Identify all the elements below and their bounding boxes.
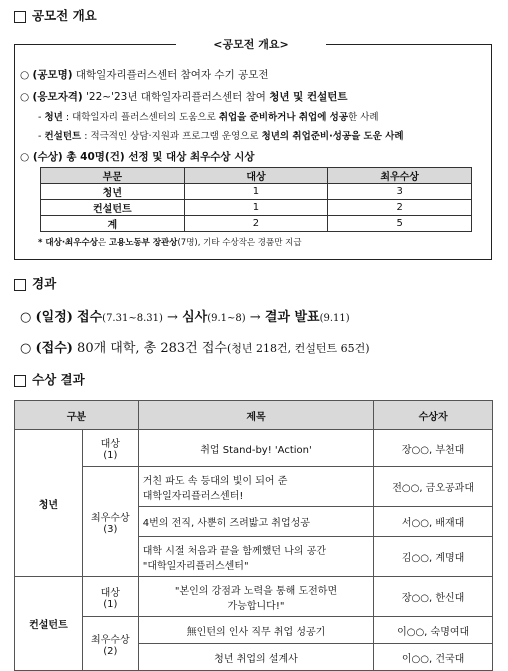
schedule-date: (7.31~8.31) — [102, 313, 163, 324]
contest-name-line — [20, 67, 268, 82]
youth-line — [38, 109, 379, 123]
winner-cell: 이○○, 건국대 — [374, 644, 493, 671]
table-cell: 2 — [328, 200, 472, 216]
checkbox-square-icon — [14, 375, 26, 387]
bullet-circle-icon: ○ — [20, 341, 32, 356]
award-cell — [82, 467, 138, 577]
youth-text-bold: 취업을 준비하거나 취업에 성공 — [218, 112, 349, 123]
dash-icon: - — [38, 112, 42, 123]
table-cell: 계 — [41, 216, 185, 232]
title-cell: 거친 파도 속 등대의 빛이 되어 준 대학일자리플러스센터! — [138, 467, 373, 507]
arrow-right-icon: → — [249, 310, 261, 325]
winner-cell: 김○○, 계명대 — [374, 537, 493, 577]
receipt-label: (접수) — [35, 341, 73, 356]
category-cell: 컨설턴트 — [15, 577, 83, 671]
youth-text-post: 한 사례 — [348, 112, 379, 123]
schedule-date: (9.11) — [319, 313, 350, 324]
section-heading-results — [14, 370, 85, 388]
cons-label: 컨설턴트 — [44, 131, 82, 142]
award-name: 최우수상 — [90, 634, 130, 646]
name-label: (공모명) — [32, 69, 73, 81]
schedule-step: 심사 — [182, 310, 208, 325]
table-cell: 5 — [328, 216, 472, 232]
winner-cell: 장○○, 한신대 — [374, 577, 493, 617]
table-cell: 컨설턴트 — [41, 200, 185, 216]
qual-text: '22~'23년 대학일자리플러스센터 참여 — [86, 91, 266, 103]
table-header: 수상자 — [374, 401, 493, 430]
award-name: 대상 — [100, 439, 120, 450]
schedule-label: (일정) — [35, 310, 73, 325]
award-count: (2) — [103, 645, 118, 657]
name-text: 대학일자리플러스센터 참여자 수기 공모전 — [75, 69, 269, 81]
box-title: <공모전 개요> — [176, 36, 326, 52]
table-row — [41, 216, 472, 232]
qual-text-bold: 청년 및 컨설턴트 — [269, 91, 348, 103]
table-row — [15, 467, 493, 507]
note-post: (7명), 기타 수상작은 경품만 지급 — [177, 238, 302, 248]
schedule-date: (9.1~8) — [207, 313, 246, 324]
table-row — [15, 617, 493, 644]
table-header: 제목 — [138, 401, 373, 430]
title-cell: 4번의 전직, 사뿐히 즈려밟고 취업성공 — [138, 507, 373, 537]
table-header: 대상 — [184, 168, 328, 184]
note-bold2: 고용노동부 장관상 — [108, 238, 178, 248]
consultant-line — [38, 128, 404, 142]
title-cell: 無인턴의 인사 직무 취업 성공기 — [138, 617, 373, 644]
title-cell: 청년 취업의 설계사 — [138, 644, 373, 671]
award-name: 대상 — [100, 587, 120, 599]
award-count: (1) — [103, 598, 118, 610]
award-count: (3) — [103, 523, 118, 535]
award-count: (1) — [103, 450, 118, 461]
dash-icon: - — [38, 131, 42, 142]
table-cell: 1 — [184, 184, 328, 200]
title-cell: 취업 Stand-by! 'Action' — [138, 430, 373, 467]
award-name: 최우수상 — [90, 512, 130, 524]
title-cell: "본인의 강점과 노력을 통해 도전하면 가능합니다!" — [138, 577, 373, 617]
award-note — [38, 236, 302, 248]
receipt-detail: (청년 218건, 컨설턴트 65건) — [226, 342, 370, 355]
award-cell — [82, 430, 138, 467]
qual-label: (응모자격) — [32, 91, 83, 103]
award-text: (수상) 총 40명(건) 선정 및 대상 최우수상 시상 — [32, 151, 255, 163]
bullet-circle-icon: ○ — [20, 69, 30, 81]
table-header: 최우수상 — [328, 168, 472, 184]
receipt-text: 80개 대학, 총 283건 접수 — [77, 341, 227, 356]
section-title: 경과 — [32, 276, 57, 291]
table-row — [41, 184, 472, 200]
youth-text: : 대학일자리 플러스센터의 도움으로 — [65, 112, 216, 123]
title-cell: 대학 시절 처음과 끝을 함께했던 나의 공간 "대학일자리플러스센터" — [138, 537, 373, 577]
table-cell: 청년 — [41, 184, 185, 200]
note-bold: * 대상·최우수상 — [38, 238, 98, 248]
table-cell: 1 — [184, 200, 328, 216]
schedule-step: 접수 — [77, 310, 103, 325]
cons-text: : 적극적인 상담·지원과 프로그램 운영으로 — [84, 131, 259, 142]
results-table — [14, 400, 493, 671]
checkbox-square-icon — [14, 279, 26, 291]
table-row — [15, 430, 493, 467]
section-title: 수상 결과 — [32, 372, 85, 387]
bullet-circle-icon: ○ — [20, 91, 30, 103]
winner-cell: 장○○, 부천대 — [374, 430, 493, 467]
table-header: 부문 — [41, 168, 185, 184]
section-heading-overview — [14, 6, 97, 24]
award-cell — [82, 577, 138, 617]
schedule-line — [20, 306, 350, 325]
award-count-table — [40, 167, 472, 232]
winner-cell: 서○○, 배재대 — [374, 507, 493, 537]
table-cell: 2 — [184, 216, 328, 232]
award-cell — [82, 617, 138, 671]
schedule-step: 결과 발표 — [264, 310, 320, 325]
table-row — [15, 577, 493, 617]
checkbox-square-icon — [14, 11, 26, 23]
arrow-right-icon: → — [167, 310, 178, 325]
winner-cell: 전○○, 금오공과대 — [374, 467, 493, 507]
qualification-line — [20, 89, 348, 104]
category-cell: 청년 — [15, 430, 83, 577]
bullet-circle-icon: ○ — [20, 151, 30, 163]
youth-label: 청년 — [44, 112, 63, 123]
receipt-line — [20, 337, 370, 356]
award-line — [20, 149, 255, 164]
section-heading-progress — [14, 274, 56, 292]
bullet-circle-icon: ○ — [20, 310, 32, 325]
winner-cell: 이○○, 숙명여대 — [374, 617, 493, 644]
note-mid: 은 — [97, 238, 107, 248]
section-title: 공모전 개요 — [32, 8, 97, 23]
table-header: 구분 — [15, 401, 139, 430]
table-row — [41, 200, 472, 216]
table-cell: 3 — [328, 184, 472, 200]
cons-text-bold: 청년의 취업준비·성공을 도운 사례 — [261, 131, 404, 142]
